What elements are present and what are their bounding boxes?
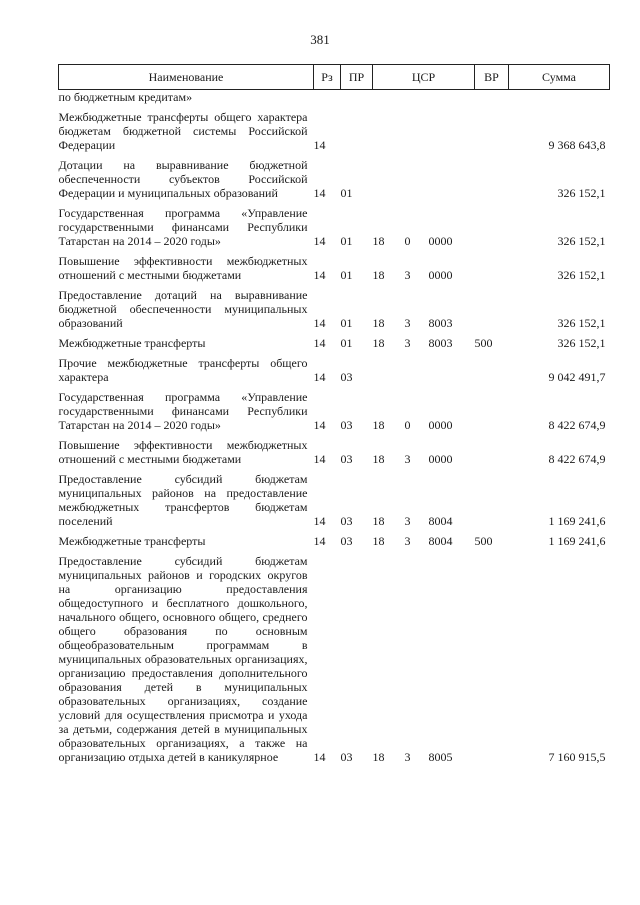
row-pr: 03 [340,534,353,548]
table-row [59,531,610,551]
row-sum: 326 152,1 [557,336,606,350]
page-number: 381 [310,32,330,47]
row-rz: 14 [313,186,326,200]
table-body [59,90,610,768]
row-csr-code [429,90,475,108]
row-vr [475,90,509,108]
row-sum: 8 422 674,9 [548,452,606,466]
table-row [59,90,610,108]
row-csr-code: 8003 [428,316,453,330]
row-csr-code: 0000 [428,234,453,248]
row-sum: 7 160 915,5 [548,750,606,764]
row-csr-subprogram [405,155,429,203]
row-csr-subprogram: 3 [404,750,411,764]
row-rz: 14 [313,534,326,548]
row-pr: 01 [340,336,353,350]
row-name: Межбюджетные трансферты [58,336,206,350]
row-csr-subprogram [405,90,429,108]
row-name: по бюджетным кредитам» [58,90,193,104]
table-row [59,435,610,469]
row-pr [341,107,373,155]
budget-table [58,64,610,767]
row-csr-code: 0000 [428,452,453,466]
row-name: Государственная программа «Управление государственными финансами Республики Татарстан на 2014 – 2020 годы» [58,206,308,248]
row-csr-program [373,90,405,108]
row-rz: 14 [313,418,326,432]
row-csr-program: 18 [372,268,385,282]
row-csr-program [373,155,405,203]
row-rz [314,90,341,108]
table-row [59,107,610,155]
row-name: Государственная программа «Управление государственными финансами Республики Татарстан на 2014 – 2020 годы» [58,390,308,432]
row-csr-subprogram: 3 [404,534,411,548]
row-rz: 14 [313,268,326,282]
row-vr [475,435,509,469]
row-csr-program: 18 [372,234,385,248]
table-row [59,469,610,531]
row-sum: 1 169 241,6 [548,514,606,528]
row-pr: 03 [340,418,353,432]
row-csr-subprogram: 3 [404,452,411,466]
row-sum: 1 169 241,6 [548,534,606,548]
row-name: Повышение эффективности межбюджетных отношений с местными бюджетами [58,438,308,466]
row-rz: 14 [313,370,326,384]
row-rz: 14 [313,234,326,248]
row-csr-program: 18 [372,336,385,350]
row-csr-code: 8004 [428,534,453,548]
row-rz: 14 [313,316,326,330]
row-csr-subprogram [405,107,429,155]
row-rz: 14 [313,138,326,152]
row-pr [341,90,373,108]
row-csr-subprogram: 3 [404,514,411,528]
row-pr: 03 [340,370,353,384]
row-csr-program: 18 [372,750,385,764]
row-rz: 14 [313,514,326,528]
table-row [59,155,610,203]
table-row [59,353,610,387]
row-rz: 14 [313,452,326,466]
row-name: Межбюджетные трансферты [58,534,206,548]
row-name: Повышение эффективности межбюджетных отношений с местными бюджетами [58,254,308,282]
row-pr: 01 [340,234,353,248]
row-csr-program: 18 [372,418,385,432]
row-pr: 03 [340,750,353,764]
row-sum: 8 422 674,9 [548,418,606,432]
row-sum: 9 042 491,7 [548,370,606,384]
table-row [59,203,610,251]
row-csr-program [373,353,405,387]
row-pr: 01 [340,316,353,330]
row-vr [475,107,509,155]
row-csr-program: 18 [372,514,385,528]
row-vr [475,155,509,203]
row-sum: 326 152,1 [557,316,606,330]
header-vr: ВР [475,65,509,90]
row-pr: 01 [340,268,353,282]
row-csr-subprogram: 0 [404,418,411,432]
row-name: Предоставление дотаций на выравнивание бюджетной обеспеченности муниципальных образований [58,288,308,330]
row-name: Межбюджетные трансферты общего характера бюджетам бюджетной системы Российской Федерации [58,110,308,152]
table-row [59,387,610,435]
row-csr-program: 18 [372,316,385,330]
row-pr: 03 [340,514,353,528]
row-pr: 03 [340,452,353,466]
row-csr-program [373,107,405,155]
row-sum: 326 152,1 [557,268,606,282]
row-csr-program: 18 [372,452,385,466]
row-name: Предоставление субсидий бюджетам муниципальных районов на предоставление межбюджетных трансфертов бюджетам поселений [58,472,308,528]
row-csr-subprogram [405,353,429,387]
row-name: Дотации на выравнивание бюджетной обеспеченности субъектов Российской Федерации и муниципальных образований [58,158,308,200]
row-csr-subprogram: 3 [404,316,411,330]
row-sum: 326 152,1 [557,186,606,200]
row-csr-code [429,155,475,203]
row-sum: 9 368 643,8 [548,138,606,152]
header-pr: ПР [341,65,373,90]
table-row [59,333,610,353]
header-csr: ЦСР [373,65,475,90]
row-vr [475,353,509,387]
row-rz: 14 [313,336,326,350]
row-csr-code [429,107,475,155]
row-sum: 326 152,1 [557,234,606,248]
row-csr-subprogram: 0 [404,234,411,248]
row-csr-code: 8004 [428,514,453,528]
table-row [59,551,610,767]
row-csr-program: 18 [372,534,385,548]
row-vr [475,387,509,435]
table-row [59,251,610,285]
row-name: Предоставление субсидий бюджетам муниципальных районов и городских округов на организацию предоставления общедоступного и бесплатного дошкольного, начального общего, основного общего, среднего общего образования по основным общеобразовательным программам в муниципальных образовательных организациях, организацию предоставления дополнительного образования детей в муниципальных образовательных организациях, создание условий для осуществления присмотра и ухода за детьми, содержания детей в муниципальных образовательных организациях, а также на организацию отдыха детей в каникулярное [58,554,308,764]
row-csr-code: 0000 [428,268,453,282]
row-csr-code: 8003 [428,336,453,350]
row-csr-subprogram: 3 [404,336,411,350]
row-vr [475,551,509,767]
row-vr: 500 [474,336,493,350]
row-sum [509,90,610,108]
row-vr [475,251,509,285]
header-name: Наименование [59,65,314,90]
row-vr [475,469,509,531]
row-csr-code [429,353,475,387]
row-pr: 01 [340,186,353,200]
row-vr [475,203,509,251]
row-csr-code: 0000 [428,418,453,432]
header-sum: Сумма [509,65,610,90]
row-rz: 14 [313,750,326,764]
row-csr-subprogram: 3 [404,268,411,282]
table-row [59,285,610,333]
table-header [59,65,610,90]
row-csr-code: 8005 [428,750,453,764]
row-vr [475,285,509,333]
header-rz: Рз [314,65,341,90]
row-name: Прочие межбюджетные трансферты общего характера [58,356,308,384]
row-vr: 500 [474,534,493,548]
